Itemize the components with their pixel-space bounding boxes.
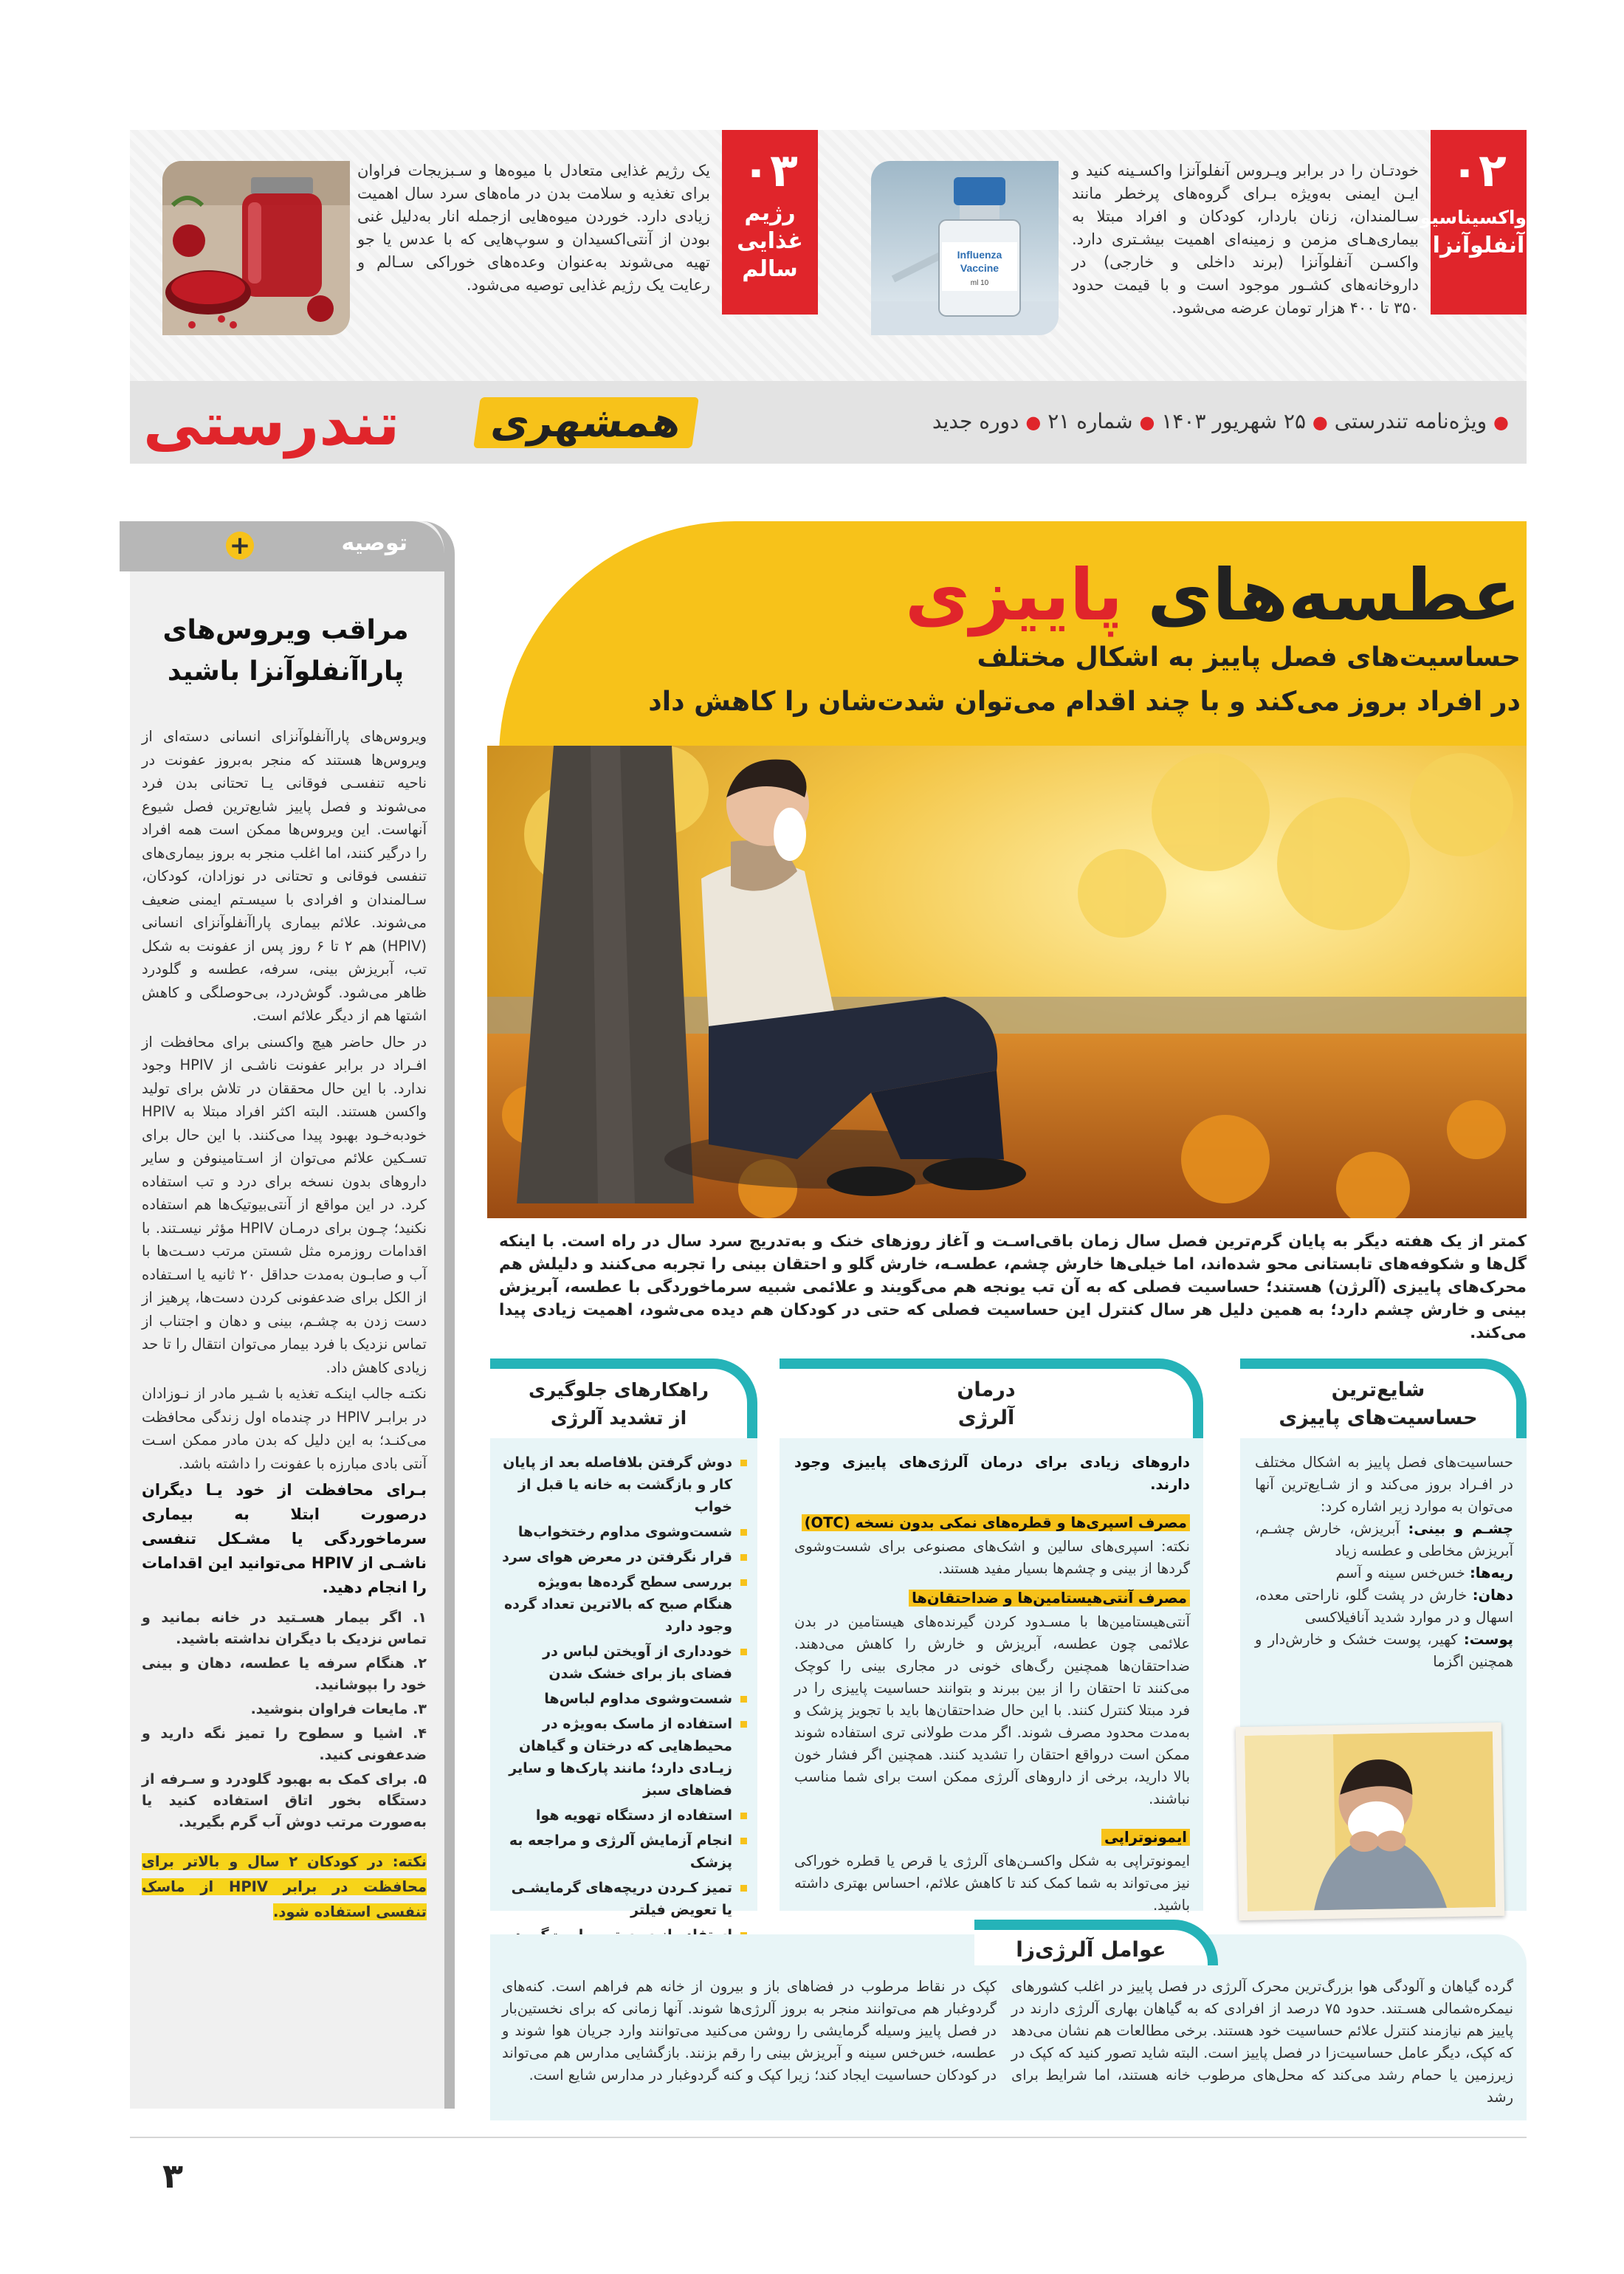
vial-label-line1: Influenza bbox=[957, 249, 1002, 261]
sidebar-paragraph-1: ویروس‌های پاراآنفلوآنزای انسانی دسته‌ای از ویروس‌ها هستند که منجر به‌بروز عفونت در ناحیه تنفسـی فوقانی یـا تحتانی بدن فرد می‌شوند و فصل پاییز شایع‌ترین فصل شیوع آنهاست. این ویروس‌ها ممکن است همه افراد را درگیر کنند، اما اغلب منجر به بروز بیماری‌های تنفسی فوقانی و تحتانی در نوزادان، کودکان، سـالمندان و افرادی با سیسـتم ایمنی ضعیف می‌شوند. علائم بیماری پاراآنفلوآنزای انسانی (HPIV) هم ۲ تا ۶ روز پس از عفونت به شکل تب، آبریزش بینی، سرفه، عطسه و گلودرد ظاهر می‌شود. گوش‌درد، بی‌حوصلگی و کاهش اشتها هم از دیگر علائم است. bbox=[142, 728, 427, 1024]
treatment-text-2: آنتی‌هیستامین‌ها با مسـدود کردن گیرنده‌های هیستامین در بدن علائمی چون عطسه، آبریزش و خارش را کاهش می‌دهند. ضداحتقان‌ها همچنین رگ‌های خونی در مجاری بینی را کوچک می‌کنند تا احتقان را از بین ببرند و بتوانند حساسیت پاییزی را در فرد مبتلا کنترل کنند. با این حال ضداحتقان‌ها باید با تجویز پزشک و به‌مدت محدود مصرف شوند. اگر مدت طولانی تری استفاده شوند ممکن است درواقع احتقان را تشدید کنند. همچنین اگر فشار خون بالا دارید، برخی از داروهای آلرژی ممکن است برای شما مناسب نباشند. bbox=[794, 1613, 1190, 1807]
plus-icon: + bbox=[226, 532, 254, 560]
hero-photo-sneezing-man bbox=[487, 746, 1527, 1218]
list-item: ۲. هنگام سرفه یا عطسه، دهان و بینی خود را بپوشانید. bbox=[142, 1655, 427, 1693]
list-item: ۴. اشیا و سطوح را تمیز نگه دارید و ضدعفونی کنید. bbox=[142, 1725, 427, 1763]
common-allergies-heading bbox=[1240, 1358, 1527, 1438]
common-title-line1: شایع‌ترین bbox=[1331, 1378, 1425, 1401]
sidebar-paragraph-4: بـرای محافظت از خود یـا دیگران درصورت ابتلا به بیماری سرماخوردگی یا مشـکل تنفسی ناشـی از HPIV می‌توانید این اقدامات را انجام دهید. bbox=[142, 1481, 427, 1596]
treatment-title-line2: آلرژی bbox=[957, 1406, 1015, 1429]
factors-column-2: کپک در نقاط مرطوب در فضاهای باز و بیرون از خانه هم فراهم است. کنه‌های گردوغبار هم می‌توانند منجر به بروز آلرژی‌ها شوند. آنها زمانی که برای نخستین‌بار در فصل پاییز وسیله گرمایشی را روشن می‌کنید می‌توانند وارد جریان هوا شوند و عطسه، خس‌خس سینه و آبریزش بینی را رقم بزنند. بازگشایی مدارس هم می‌تواند در کودکان حساسیت ایجاد کند؛ زیرا کپک و کنه گردوغبار در مدارس شایع است. bbox=[502, 1978, 997, 2084]
prevention-heading bbox=[490, 1358, 757, 1438]
sidebar-tag-label: توصیه bbox=[341, 530, 407, 556]
page-title bbox=[905, 554, 1521, 636]
prevention-title-line1: راهکارهای جلوگیری bbox=[528, 1379, 709, 1401]
subhead-line1: حساسیت‌های فصل پاییز به اشکال مختلف bbox=[977, 642, 1521, 673]
tip-03-title-line1: رژیم bbox=[744, 200, 796, 226]
pomegranate-illustration bbox=[162, 161, 350, 335]
vial-label-line3: 10 ml bbox=[970, 279, 989, 287]
tip-02-text: خودتـان را در برابر ویـروس آنفلوآنزا واکسـینه کنید و ایـن ایمنی به‌ویژه بـرای گروه‌های پرخطر مانند سـالمندان، زنان باردار، کودکان و افراد مبتلا به بیماری‌هـای مزمن و زمینه‌ای اهمیت بیشـتری دارد. واکسـن آنفلوآنزا (برند داخلی و خارجی) در داروخانه‌های کشـور موجود است و با قیمت حدود ۳۵۰ تا ۴۰۰ هزار تومان عرضه می‌شود. bbox=[1072, 162, 1419, 317]
list-item: قرار نگرفتن در معرض هوای سرد bbox=[502, 1546, 747, 1568]
sidebar-paragraph-2: در حال حاضر هیچ واکسنی برای محافظت از افـراد در برابر عفونت ناشـی از HPIV وجود ندارد. با این حال محققان در تلاش برای تولید واکسن هستند. البته اکثر افراد مبتلا به HPIV خودبه‌خـود بهبود پیدا می‌کنند. با این حال برای تسـکین علائم می‌توان از اسـتامینوفن و سایر داروهای بدون نسخه برای درد و تب استفاده کرد. در این مواقع از آنتی‌بیوتیک‌ها هم استفاده نکنید؛ چـون برای درمـان HPIV مؤثر نیسـتند. با اقدامات روزمره مثل شستن مرتب دسـت‌ها با آب و صابـون به‌مدت حداقل ۲۰ ثانیه یا اسـتفاده از الکل برای ضدعفونی کردن دست‌ها، پرهیز از دست زدن به چشـم، بینی و دهان و اجتناب از تماس نزدیک با فرد بیمار می‌توان انتقال را تا حد زیادی کاهش داد. bbox=[142, 1033, 427, 1376]
list-item: استفاده از دستگاه تهویه هوا bbox=[502, 1804, 747, 1827]
tip-02-title-line2: آنفلوآنزا bbox=[1432, 233, 1525, 258]
list-item: دوش گرفتن بلافاصله بعد از پایان کار و بازگشت به خانه یا قبل از خواب bbox=[502, 1452, 747, 1518]
masthead-issue-info: ● ویژه‌نامه تندرستی ● ۲۵ شهریور ۱۴۰۳ ● شماره ۲۱ ● دوره جدید bbox=[932, 409, 1509, 433]
factors-column-1: گرده گیاهان و آلودگی هوا بزرگ‌ترین محرک آلرژی در فصل پاییز در اغلب کشورهای نیمکره‌شمالی هسـتند. حدود ۷۵ درصد از افرادی که به گیاهان بهاری آلرژی دارند در پاییز هم نیازمند کنترل علائم حساسیت خود هستند. برخی مطالعات هم نشان می‌دهد که کپک، دیگر عامل حساسیت‌زا در فصل پاییز است. البته شاید تصور کنید که کپک در زیرزمین یا حمام رشد می‌کند که محل‌های مرطوب خانه هستند، اما شرایط برای رشد bbox=[1011, 1978, 1513, 2106]
list-item: خودداری از آویختن لباس در فضای باز برای خشک شدن bbox=[502, 1641, 747, 1685]
tip-02-number: ۰۲ bbox=[1451, 143, 1507, 197]
tip-02-title-line1: واکسیناسیون bbox=[1404, 207, 1527, 228]
issue-supplement-name: ویژه‌نامه تندرستی bbox=[1334, 409, 1487, 433]
treatment-text-3: ایمونوتراپی به شکل واکسـن‌های آلرژی یا قرص یا قطره خوراکی نیز می‌تواند به شما کمک کند تا کاهش علائم، احساس بهتری داشته باشید. bbox=[794, 1852, 1190, 1914]
sidebar-title-line1: مراقب ویروس‌های bbox=[162, 615, 409, 645]
treatment-text-1: نکته: اسپری‌های سالین و اشک‌های مصنوعی برای شست‌وشوی گرد‌ها از بینی و چشم‌ها بسیار مفید هستند. bbox=[794, 1538, 1190, 1577]
common-title-line2: حساسیت‌های پاییزی bbox=[1279, 1406, 1478, 1429]
list-item: شست‌وشوی مداوم لباس‌ها bbox=[502, 1688, 747, 1710]
man-with-tissue-illustration bbox=[1245, 1731, 1496, 1911]
page-number: ۳ bbox=[162, 2156, 184, 2196]
masthead-brand-yellow: همشهری bbox=[473, 397, 699, 448]
treatment-subhead-1: مصرف اسپری‌ها و قطره‌های نمکی بدون نسخه (OTC) bbox=[802, 1514, 1190, 1531]
intro-paragraph: کمتر از یک هفته دیگر به پایان گرم‌ترین فصل سال زمان باقی‌اسـت و آغاز روزهای خنک و به‌تدریج سرد سال در راه است. با اینکه گل‌ها و شکوفه‌های تابستانی محو شده‌اند، اما خیلی‌ها خارش چشم، عطسـه، خارش گلو و احتقان بینی را تجربه می‌کنند و دلیلش هم محرک‌های پاییزی (آلرژن) هستند؛ حساسیت فصلی که به آن تب یونجه هم می‌گویند و علائمی شبیه سرماخوردگی با عطسه، آبریزش بینی و خارش چشم دارد؛ به همین دلیل هر سال کنترل این حساسیت فصلی که حتی در کودکان هم دیده می‌شود، اهمیت زیادی پیدا می‌کند. bbox=[499, 1232, 1527, 1342]
tip-03-number: ۰۳ bbox=[742, 143, 798, 197]
issue-series: دوره جدید bbox=[932, 409, 1019, 433]
treatment-title-line1: درمان bbox=[957, 1378, 1016, 1401]
autumn-scene-illustration bbox=[487, 746, 1527, 1218]
common-lead: حساسیت‌های فصل پاییز به اشکال مختلف در افـراد بروز می‌کند و از شـایع‌ترین آنها می‌توان به موارد زیر اشاره کرد: bbox=[1255, 1454, 1513, 1515]
list-item: ریه‌ها: خس‌خس سینه و آسم bbox=[1335, 1564, 1513, 1581]
sidebar-tag bbox=[120, 521, 444, 571]
list-item: استفاده از ماسک به‌ویژه در محیط‌هایی که درختان و گیاهان زیـادی دارد؛ مانند پارک‌ها و سایر فضاهای سبز bbox=[502, 1713, 747, 1801]
sidebar-title bbox=[156, 610, 415, 693]
list-item: ۵. برای کمک به بهبود گلودرد و سـرفه از دستگاه بخور اتاق استفاده کنید یا به‌صورت مرتب دوش آب گرم بگیرید. bbox=[142, 1771, 427, 1830]
masthead-brand-red: تندرستی bbox=[143, 390, 400, 458]
tip-03-text: یک رژیم غذایی متعادل با میوه‌ها و سـبزیجات فراوان برای تغذیه و سلامت بدن در ماه‌های سرد سال اهمیت زیادی دارد. خوردن میوه‌هایی ازجمله انار به‌دلیل غنی بودن از آنتی‌اکسیدان و سوپ‌هایی که با عدس یا جو تهیه می‌شوند به‌عنوان وعده‌های خوراکی سـالم و رعایت یک رژیم غذایی توصیه می‌شود. bbox=[357, 162, 710, 294]
pomegranate-jar-photo bbox=[162, 161, 350, 335]
issue-date: ۲۵ شهریور ۱۴۰۳ bbox=[1161, 409, 1306, 433]
tip-02-badge bbox=[1404, 130, 1527, 315]
masthead bbox=[130, 381, 1527, 464]
treatment-subhead-2: مصرف آنتی‌هیستامین‌ها و ضداحتقان‌ها bbox=[909, 1590, 1190, 1607]
footer-rule bbox=[130, 2137, 1527, 2138]
list-item: تمیز کـردن دریچه‌های گرمایشـی یا تعویض فیلتر bbox=[502, 1877, 747, 1921]
list-item: انجام آزمایش آلرژی و مراجعه به پزشک bbox=[502, 1830, 747, 1874]
tip-03-title-line3: سالم bbox=[742, 256, 798, 282]
treatment-lead: داروهای زیادی برای درمان آلرژی‌های پاییزی وجود دارند. bbox=[794, 1454, 1190, 1493]
man-with-tissue-photo bbox=[1236, 1722, 1505, 1920]
tip-03-badge bbox=[722, 130, 818, 315]
list-item: چشـم و بینی: آبریزش، خارش چشـم، آبریزش مخاطی و عطسه زیاد bbox=[1255, 1520, 1514, 1559]
title-part1: عطسه‌های bbox=[1147, 554, 1521, 636]
allergy-factors-heading: عوامل آلرژی‌زا bbox=[974, 1920, 1218, 1965]
sidebar-note: نکته: در کودکان ۲ سال و بالاتر برای محافظت در برابر HPIV از ماسک تنفسی استفاده شود. bbox=[142, 1853, 427, 1920]
treatment-subhead-3: ایمونوتراپی bbox=[1101, 1829, 1190, 1846]
issue-number: شماره ۲۱ bbox=[1047, 409, 1133, 433]
list-item: پوست: کهیر، پوست خشک و خارش‌دار و همچنین اگزما bbox=[1255, 1631, 1513, 1670]
tip-03-title-line2: غذایی bbox=[737, 228, 803, 254]
vaccine-vial-photo bbox=[871, 161, 1059, 335]
list-item: بررسی سطح گرده‌ها به‌ویژه هنگام صبح که بالاترین تعداد گرده وجود دارد bbox=[502, 1571, 747, 1638]
sidebar-advice bbox=[130, 521, 455, 2109]
vial-label-line2: Vaccine bbox=[960, 262, 999, 274]
subhead-line2: در افراد بروز می‌کند و با چند اقدام می‌توان شدت‌شان را کاهش داد bbox=[648, 687, 1521, 717]
treatment-heading bbox=[780, 1358, 1203, 1438]
list-item: شست‌وشوی مداوم رختخواب‌ها bbox=[502, 1521, 747, 1543]
treatment-text bbox=[794, 1452, 1190, 1917]
vaccine-vial-illustration bbox=[871, 161, 1059, 335]
sidebar-action-list bbox=[142, 1607, 427, 1833]
sidebar-body bbox=[142, 725, 427, 1925]
list-item: دهان: خارش در پشت گلو، ناراحتی معده، اسهال و در موارد شدید آنافیلاکسی bbox=[1255, 1587, 1513, 1626]
list-item: ۳. مایعات فراوان بنوشید. bbox=[250, 1701, 427, 1717]
prevention-list bbox=[502, 1452, 747, 1971]
prevention-title-line2: از تشدید آلرژی bbox=[550, 1407, 687, 1429]
sidebar-paragraph-3: نکتـه جالب اینکـه تغذیه با شـیر مادر از نـوزادان در برابـر HPIV در چندماه اول زندگی محافظت می‌کنـد؛ به این دلیل که بدن مادر ممکن اسـت آنتی بادی مبارزه با عفونت را داشته باشد. bbox=[142, 1385, 427, 1472]
title-part2: پاییزی bbox=[904, 554, 1123, 636]
common-allergies-text bbox=[1255, 1452, 1513, 1673]
list-item: ۱. اگر بیمار هسـتید در خانه بمانید و تماس نزدیک با دیگران نداشته باشید. bbox=[142, 1610, 427, 1647]
sidebar-title-line2: پاراآنفلوآنزا باشید bbox=[167, 656, 405, 687]
